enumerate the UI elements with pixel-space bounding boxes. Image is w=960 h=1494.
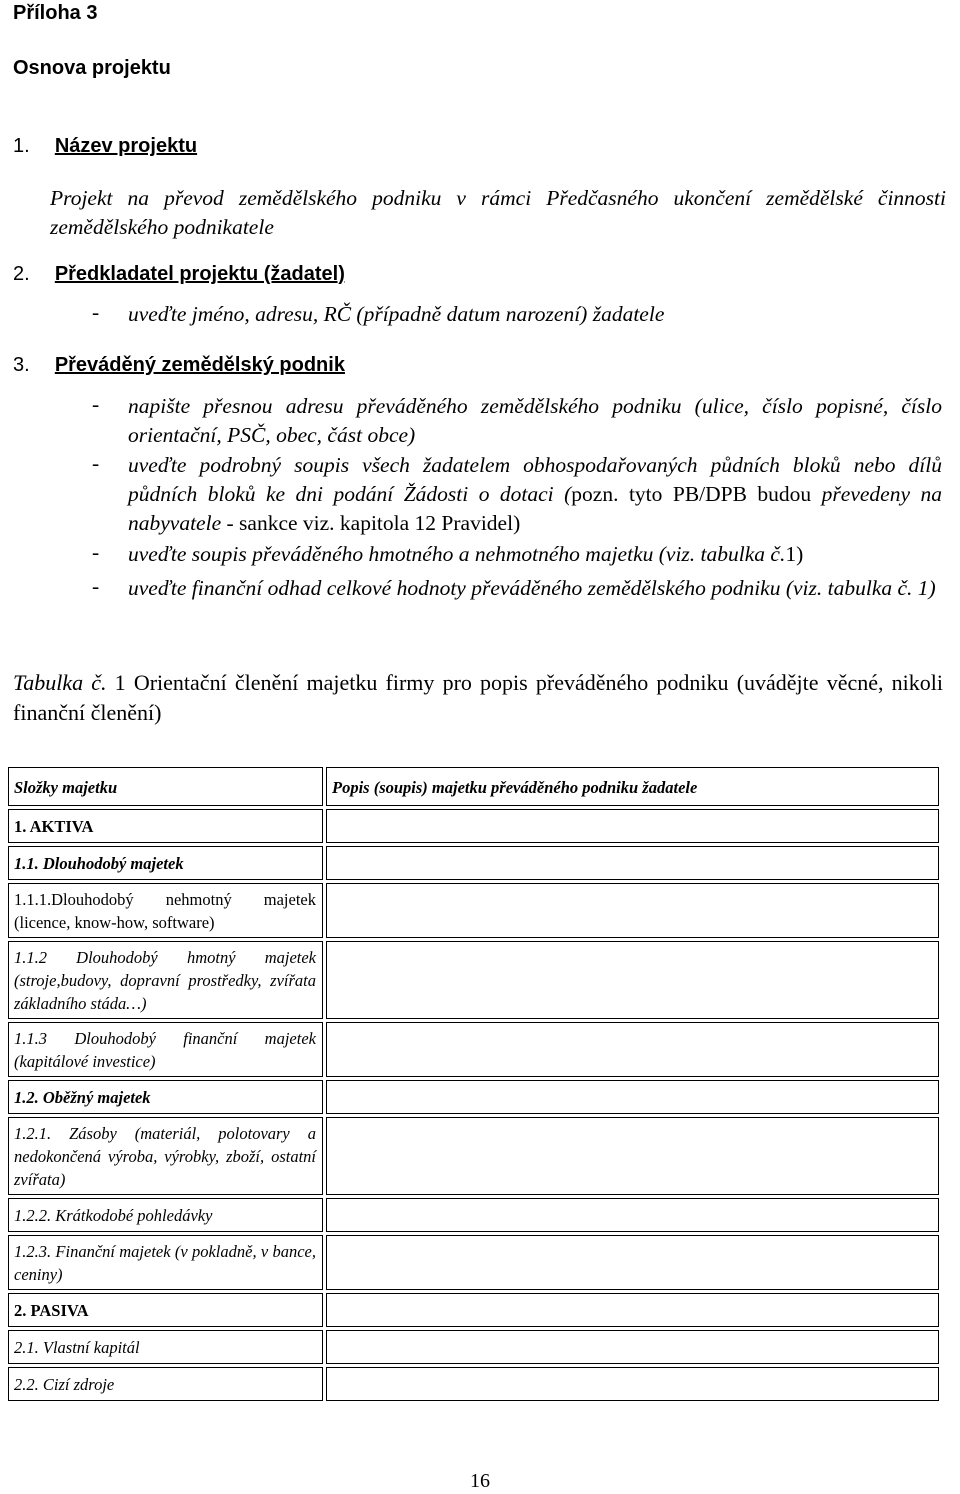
row-label: 1.1.3 Dlouhodobý finanční majetek (kapitálové investice) bbox=[8, 1022, 323, 1077]
table-row bbox=[8, 883, 939, 938]
section-3-item-1: napište přesnou adresu převáděného zemědělského podniku (ulice, číslo popisné, číslo orientační, PSČ, obec, část obce) bbox=[128, 394, 942, 447]
section-3-dash-3: - bbox=[92, 540, 100, 564]
section-2-dash: - bbox=[92, 300, 100, 324]
table-row bbox=[8, 1080, 939, 1114]
section-1-text: Projekt na převod zemědělského podniku v rámci Předčasného ukončení zemědělské činnosti zemědělského podnikatele bbox=[50, 186, 946, 239]
row-label: 1.1.2 Dlouhodobý hmotný majetek (stroje,budovy, dopravní prostředky, zvířata základního stáda…) bbox=[8, 941, 323, 1019]
section-3-item-2: uveďte podrobný soupis všech žadatelem obhospodařovaných půdních bloků nebo dílů půdních bloků ke dni podání Žádosti o dotaci (pozn. tyto PB/DPB budou převedeny na nabyvatele - sankce viz. kapitola 12 Pravidel) bbox=[128, 453, 942, 535]
table-row bbox=[8, 1198, 939, 1232]
table-row bbox=[8, 809, 939, 843]
table-row bbox=[8, 1367, 939, 1401]
table-header-row bbox=[8, 767, 939, 806]
row-label: 1.1.1.Dlouhodobý nehmotný majetek (licence, know-how, software) bbox=[8, 883, 323, 938]
section-3-item-3: uveďte soupis převáděného hmotného a nehmotného majetku (viz. tabulka č.1) bbox=[128, 542, 804, 566]
section-1-heading bbox=[13, 135, 197, 158]
row-description bbox=[326, 1235, 939, 1290]
row-description bbox=[326, 1293, 939, 1327]
section-3-dash-1: - bbox=[92, 392, 100, 416]
annex-label: Příloha 3 bbox=[13, 2, 98, 24]
section-2-number: 2. bbox=[13, 263, 30, 285]
section-2-item: uveďte jméno, adresu, RČ (případně datum narození) žadatele bbox=[128, 302, 665, 326]
outline-title: Osnova projektu bbox=[13, 57, 171, 79]
page-number: 16 bbox=[470, 1470, 490, 1492]
table-row bbox=[8, 1293, 939, 1327]
header-left: Složky majetku bbox=[8, 767, 323, 806]
row-label: 2.1. Vlastní kapitál bbox=[8, 1330, 323, 1364]
asset-table bbox=[5, 764, 942, 1404]
row-description bbox=[326, 1117, 939, 1195]
section-3-number: 3. bbox=[13, 354, 30, 376]
table-row bbox=[8, 1235, 939, 1290]
row-description bbox=[326, 1198, 939, 1232]
row-label: 1. AKTIVA bbox=[8, 809, 323, 843]
section-1-title: Název projektu bbox=[54, 135, 198, 157]
row-description bbox=[326, 883, 939, 938]
table-row bbox=[8, 1117, 939, 1195]
section-1-number: 1. bbox=[13, 135, 30, 157]
row-label: 1.2.3. Finanční majetek (v pokladně, v bance, ceniny) bbox=[8, 1235, 323, 1290]
table-caption: Tabulka č. 1 Orientační členění majetku firmy pro popis převáděného podniku (uvádějte věcné, nikoli finanční členění) bbox=[13, 670, 943, 725]
section-3-dash-4: - bbox=[92, 574, 100, 598]
section-3-item-4: uveďte finanční odhad celkové hodnoty převáděného zemědělského podniku (viz. tabulka č. 1) bbox=[128, 576, 936, 600]
row-description bbox=[326, 1080, 939, 1114]
table-row bbox=[8, 941, 939, 1019]
table-row bbox=[8, 846, 939, 880]
section-3-title: Převáděný zemědělský podnik bbox=[54, 354, 345, 376]
row-label: 2.2. Cizí zdroje bbox=[8, 1367, 323, 1401]
section-3-heading bbox=[13, 354, 345, 377]
row-label: 1.1. Dlouhodobý majetek bbox=[8, 846, 323, 880]
header-right: Popis (soupis) majetku převáděného podniku žadatele bbox=[326, 767, 939, 806]
section-2-title: Předkladatel projektu (žadatel) bbox=[54, 263, 345, 285]
table-row bbox=[8, 1022, 939, 1077]
row-description bbox=[326, 1022, 939, 1077]
row-description bbox=[326, 1367, 939, 1401]
row-description bbox=[326, 1330, 939, 1364]
row-label: 2. PASIVA bbox=[8, 1293, 323, 1327]
table-row bbox=[8, 1330, 939, 1364]
section-3-dash-2: - bbox=[92, 451, 100, 475]
row-description bbox=[326, 941, 939, 1019]
row-label: 1.2.2. Krátkodobé pohledávky bbox=[8, 1198, 323, 1232]
row-label: 1.2.1. Zásoby (materiál, polotovary a nedokončená výroba, výrobky, zboží, ostatní zvířata) bbox=[8, 1117, 323, 1195]
row-label: 1.2. Oběžný majetek bbox=[8, 1080, 323, 1114]
row-description bbox=[326, 846, 939, 880]
row-description bbox=[326, 809, 939, 843]
section-2-heading bbox=[13, 263, 345, 286]
